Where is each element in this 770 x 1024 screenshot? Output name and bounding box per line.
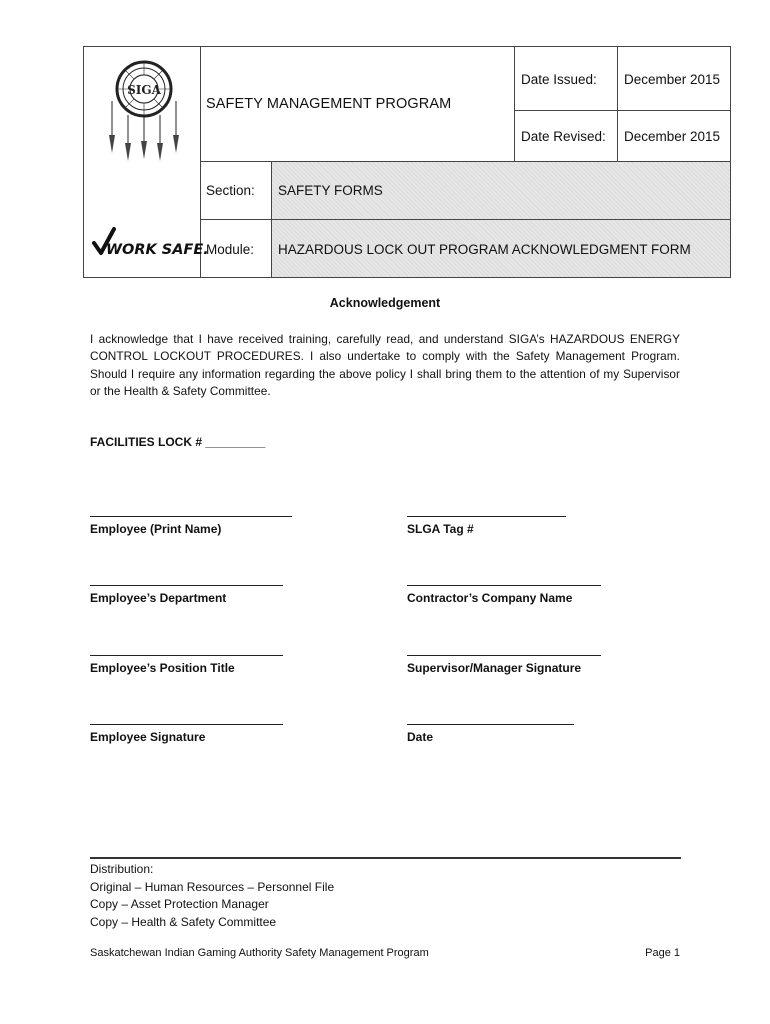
module-value: HAZARDOUS LOCK OUT PROGRAM ACKNOWLEDGMENT FORM [278,242,691,257]
employee-position-line[interactable] [90,655,283,656]
module-label: Module: [206,242,255,257]
footer-page-number: Page 1 [645,947,680,959]
distribution-divider [90,857,681,859]
acknowledgement-heading: Acknowledgement [329,296,441,310]
section-label: Section: [206,183,255,198]
distribution-line-3: Copy – Health & Safety Committee [90,915,277,929]
distribution-line-1: Original – Human Resources – Personnel File [90,880,335,894]
work-safe-text: WORK SAFE. [106,242,209,258]
employee-department-line[interactable] [90,585,283,586]
section-value: SAFETY FORMS [278,183,383,198]
document-header-table [83,46,731,278]
date-issued-value: December 2015 [624,72,721,87]
date-revised-label: Date Revised: [521,129,606,144]
employee-department-label: Employee’s Department [90,591,227,605]
supervisor-signature-label: Supervisor/Manager Signature [407,661,582,675]
contractor-company-label: Contractor’s Company Name [407,591,573,605]
siga-seal-logo [106,57,182,167]
distribution-title: Distribution: [90,862,154,876]
supervisor-signature-line[interactable] [407,655,601,656]
date-revised-value: December 2015 [624,129,721,144]
program-title: SAFETY MANAGEMENT PROGRAM [206,96,452,112]
slga-tag-line[interactable] [407,516,566,517]
employee-position-label: Employee’s Position Title [90,661,235,675]
work-safe-logo [92,223,209,263]
date-label: Date [407,730,434,744]
distribution-line-2: Copy – Asset Protection Manager [90,897,269,911]
logo-cell [84,47,209,277]
date-issued-label: Date Issued: [521,72,597,87]
facilities-lock-field[interactable]: FACILITIES LOCK # _________ [90,435,266,449]
footer-program-name: Saskatchewan Indian Gaming Authority Safety Management Program [90,947,429,959]
acknowledgement-paragraph: I acknowledge that I have received training, carefully read, and understand SIGA’s HAZARDOUS ENERGY CONTROL LOCKOUT PROCEDURES. I also undertake to comply with the Safety Management Program. Should I require any information regarding the above policy I shall bring them to the attention of my Supervisor or the Health & Safety Committee. [90,332,680,398]
date-line[interactable] [407,724,574,725]
contractor-company-line[interactable] [407,585,601,586]
employee-signature-line[interactable] [90,724,283,725]
employee-print-name-line[interactable] [90,516,292,517]
employee-signature-label: Employee Signature [90,730,206,744]
employee-print-name-label: Employee (Print Name) [90,522,222,536]
slga-tag-label: SLGA Tag # [407,522,474,536]
seal-text: SIGA [127,83,161,97]
